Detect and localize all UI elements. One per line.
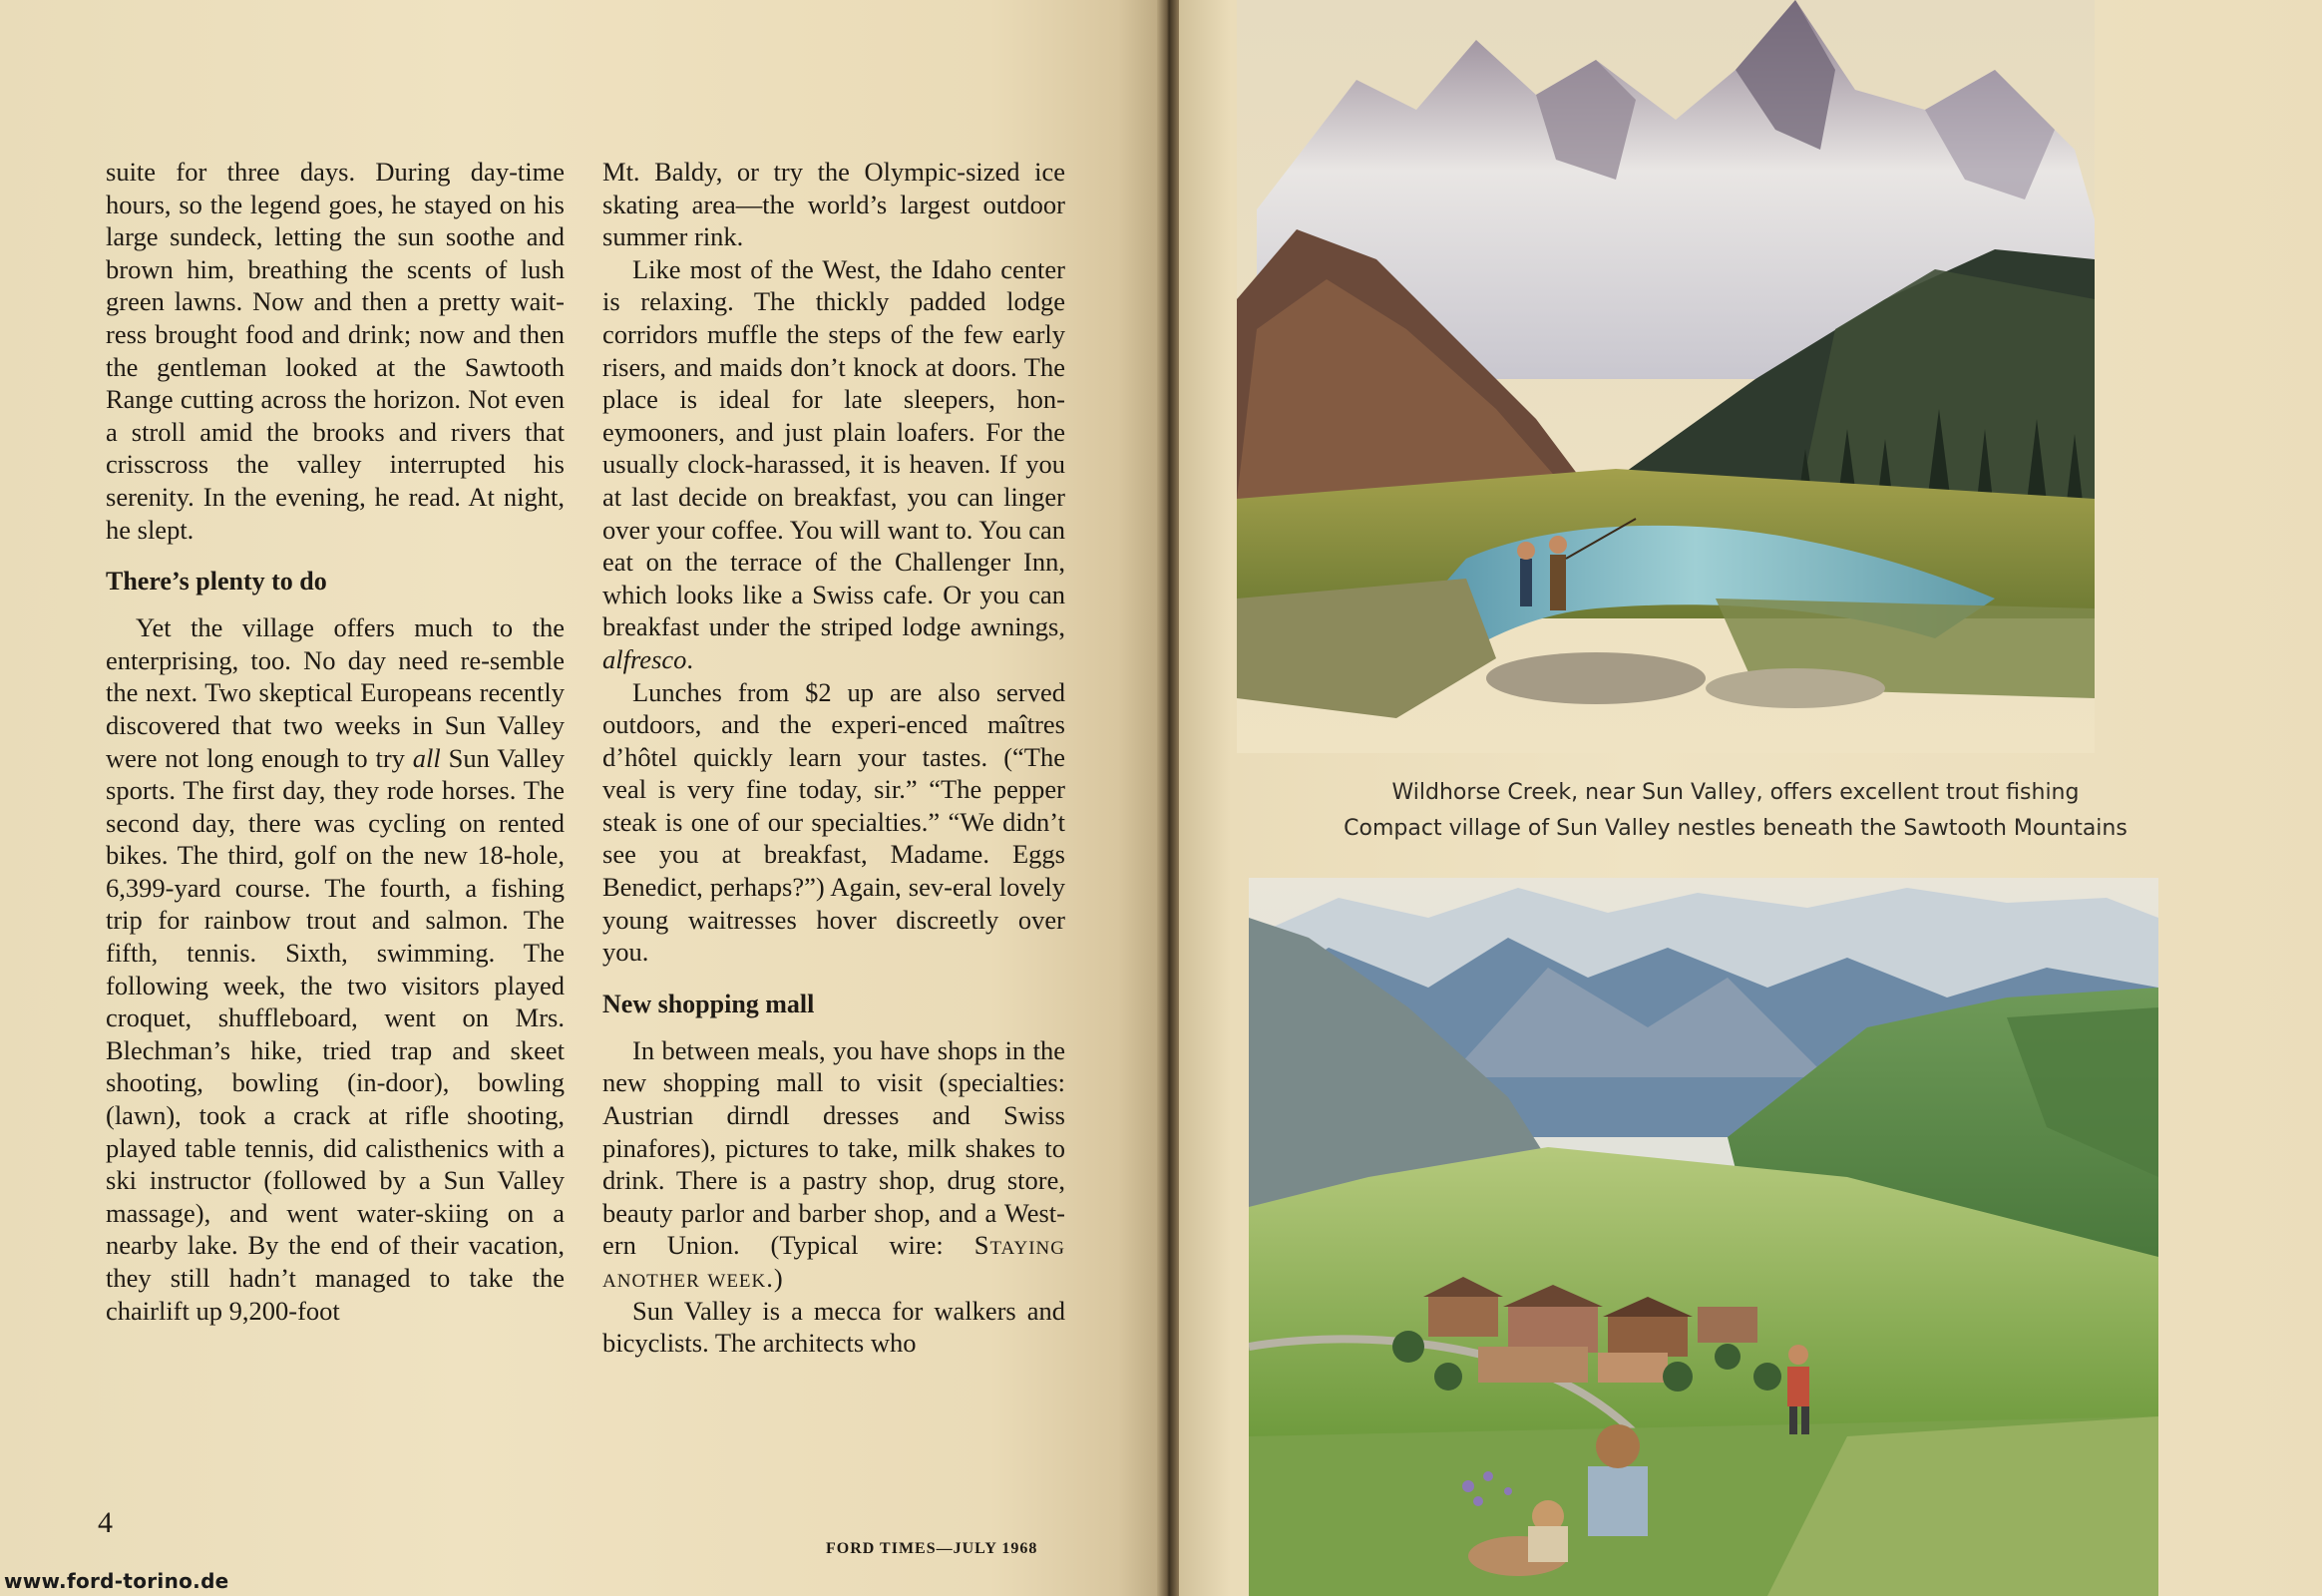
paragraph: Lunches from $2 up are also served outdoors, and the experi-enced maîtres d’hôtel quickly learn your tastes. (“The veal is very fine today, sir.” “The pepper steak is one of our specialties.” “We didn’t see you at breakfast, Madame. Eggs Benedict, perhaps?”) Again, sev-eral lovely young waitresses hover discreetly over you. — [602, 676, 1065, 968]
paragraph: In between meals, you have shops in the new shopping mall to visit (specialties: Austrian dirndl dresses and Swiss pinafores), pictures to take, milk shakes to drink. There is a pastry shop, drug store, beauty parlor and barber shop, and a West-ern Union. (Typical wire: Staying another week.) — [602, 1034, 1065, 1293]
paragraph: Mt. Baldy, or try the Olympic-sized ice skating area—the world’s largest outdoor summer rink. — [602, 157, 1065, 252]
paragraph: suite for three days. During day-time hours, so the legend goes, he stayed on his large sundeck, letting the sun soothe and brown him, breathing the scents of lush green lawns. Now and then a pretty wait-ress brought food and drink; now and then the gentleman looked at the Sawtooth Range cutting across the horizon. Not even a stroll amid the brooks and rivers that crisscross the valley interrupted his serenity. In the evening, he read. At night, he slept. — [106, 157, 565, 545]
text-column-1 — [106, 156, 565, 1327]
illustration-wildhorse-creek — [1237, 0, 2095, 753]
section-heading: New shopping mall — [602, 989, 815, 1018]
page-footer: FORD TIMES—JULY 1968 — [826, 1540, 1038, 1557]
page-number: 4 — [98, 1506, 113, 1539]
paragraph: Sun Valley is a mecca for walkers and bicyclists. The architects who — [602, 1295, 1065, 1359]
paragraph: Like most of the West, the Idaho center is relaxing. The thickly padded lodge corridors muffle the steps of the few early risers, and maids don’t knock at doors. The place is ideal for late sleepers, hon-eymooners, and just plain loafers. For the usually clock-harassed, it is heaven. If you at last decide on breakfast, you can linger over your coffee. You will want to. You can eat on the terrace of the Challenger Inn, which looks like a Swiss cafe. Or you can breakfast under the striped lodge awnings, alfresco. — [602, 253, 1065, 674]
caption-top: Wildhorse Creek, near Sun Valley, offers excellent trout fishing — [1391, 780, 2080, 805]
watermark: www.ford-torino.de — [4, 1569, 229, 1593]
text-column-2 — [602, 156, 1065, 1360]
caption-bottom: Compact village of Sun Valley nestles beneath the Sawtooth Mountains — [1344, 816, 2128, 841]
illustration-sun-valley-village — [1249, 878, 2158, 1596]
small-caps-text: Staying another week. — [602, 1230, 1065, 1293]
section-heading: There’s plenty to do — [106, 567, 327, 597]
emphasis: all — [412, 742, 441, 773]
page-gutter — [1157, 0, 1179, 1596]
emphasis: alfresco — [602, 643, 687, 674]
paragraph: Yet the village offers much to the enterprising, too. No day need re-semble the next. Two skeptical Europeans recently discovered that two weeks in Sun Valley were not long enough to try all Sun Valley sports. The first day, they rode horses. The second day, there was cycling on rented bikes. The third, golf on the new 18-hole, 6,399-yard course. The fourth, a fishing trip for rainbow trout and salmon. The fifth, tennis. Sixth, swimming. The following week, the two visitors played croquet, shuffleboard, went on Mrs. Blechman’s hike, tried trap and skeet shooting, bowling (in-door), bowling (lawn), took a crack at rifle shooting, played table tennis, did calisthenics with a ski instructor (followed by a Sun Valley massage), and went water-skiing on a nearby lake. By the end of their vacation, they still hadn’t managed to take the chairlift up 9,200-foot — [106, 612, 565, 1326]
